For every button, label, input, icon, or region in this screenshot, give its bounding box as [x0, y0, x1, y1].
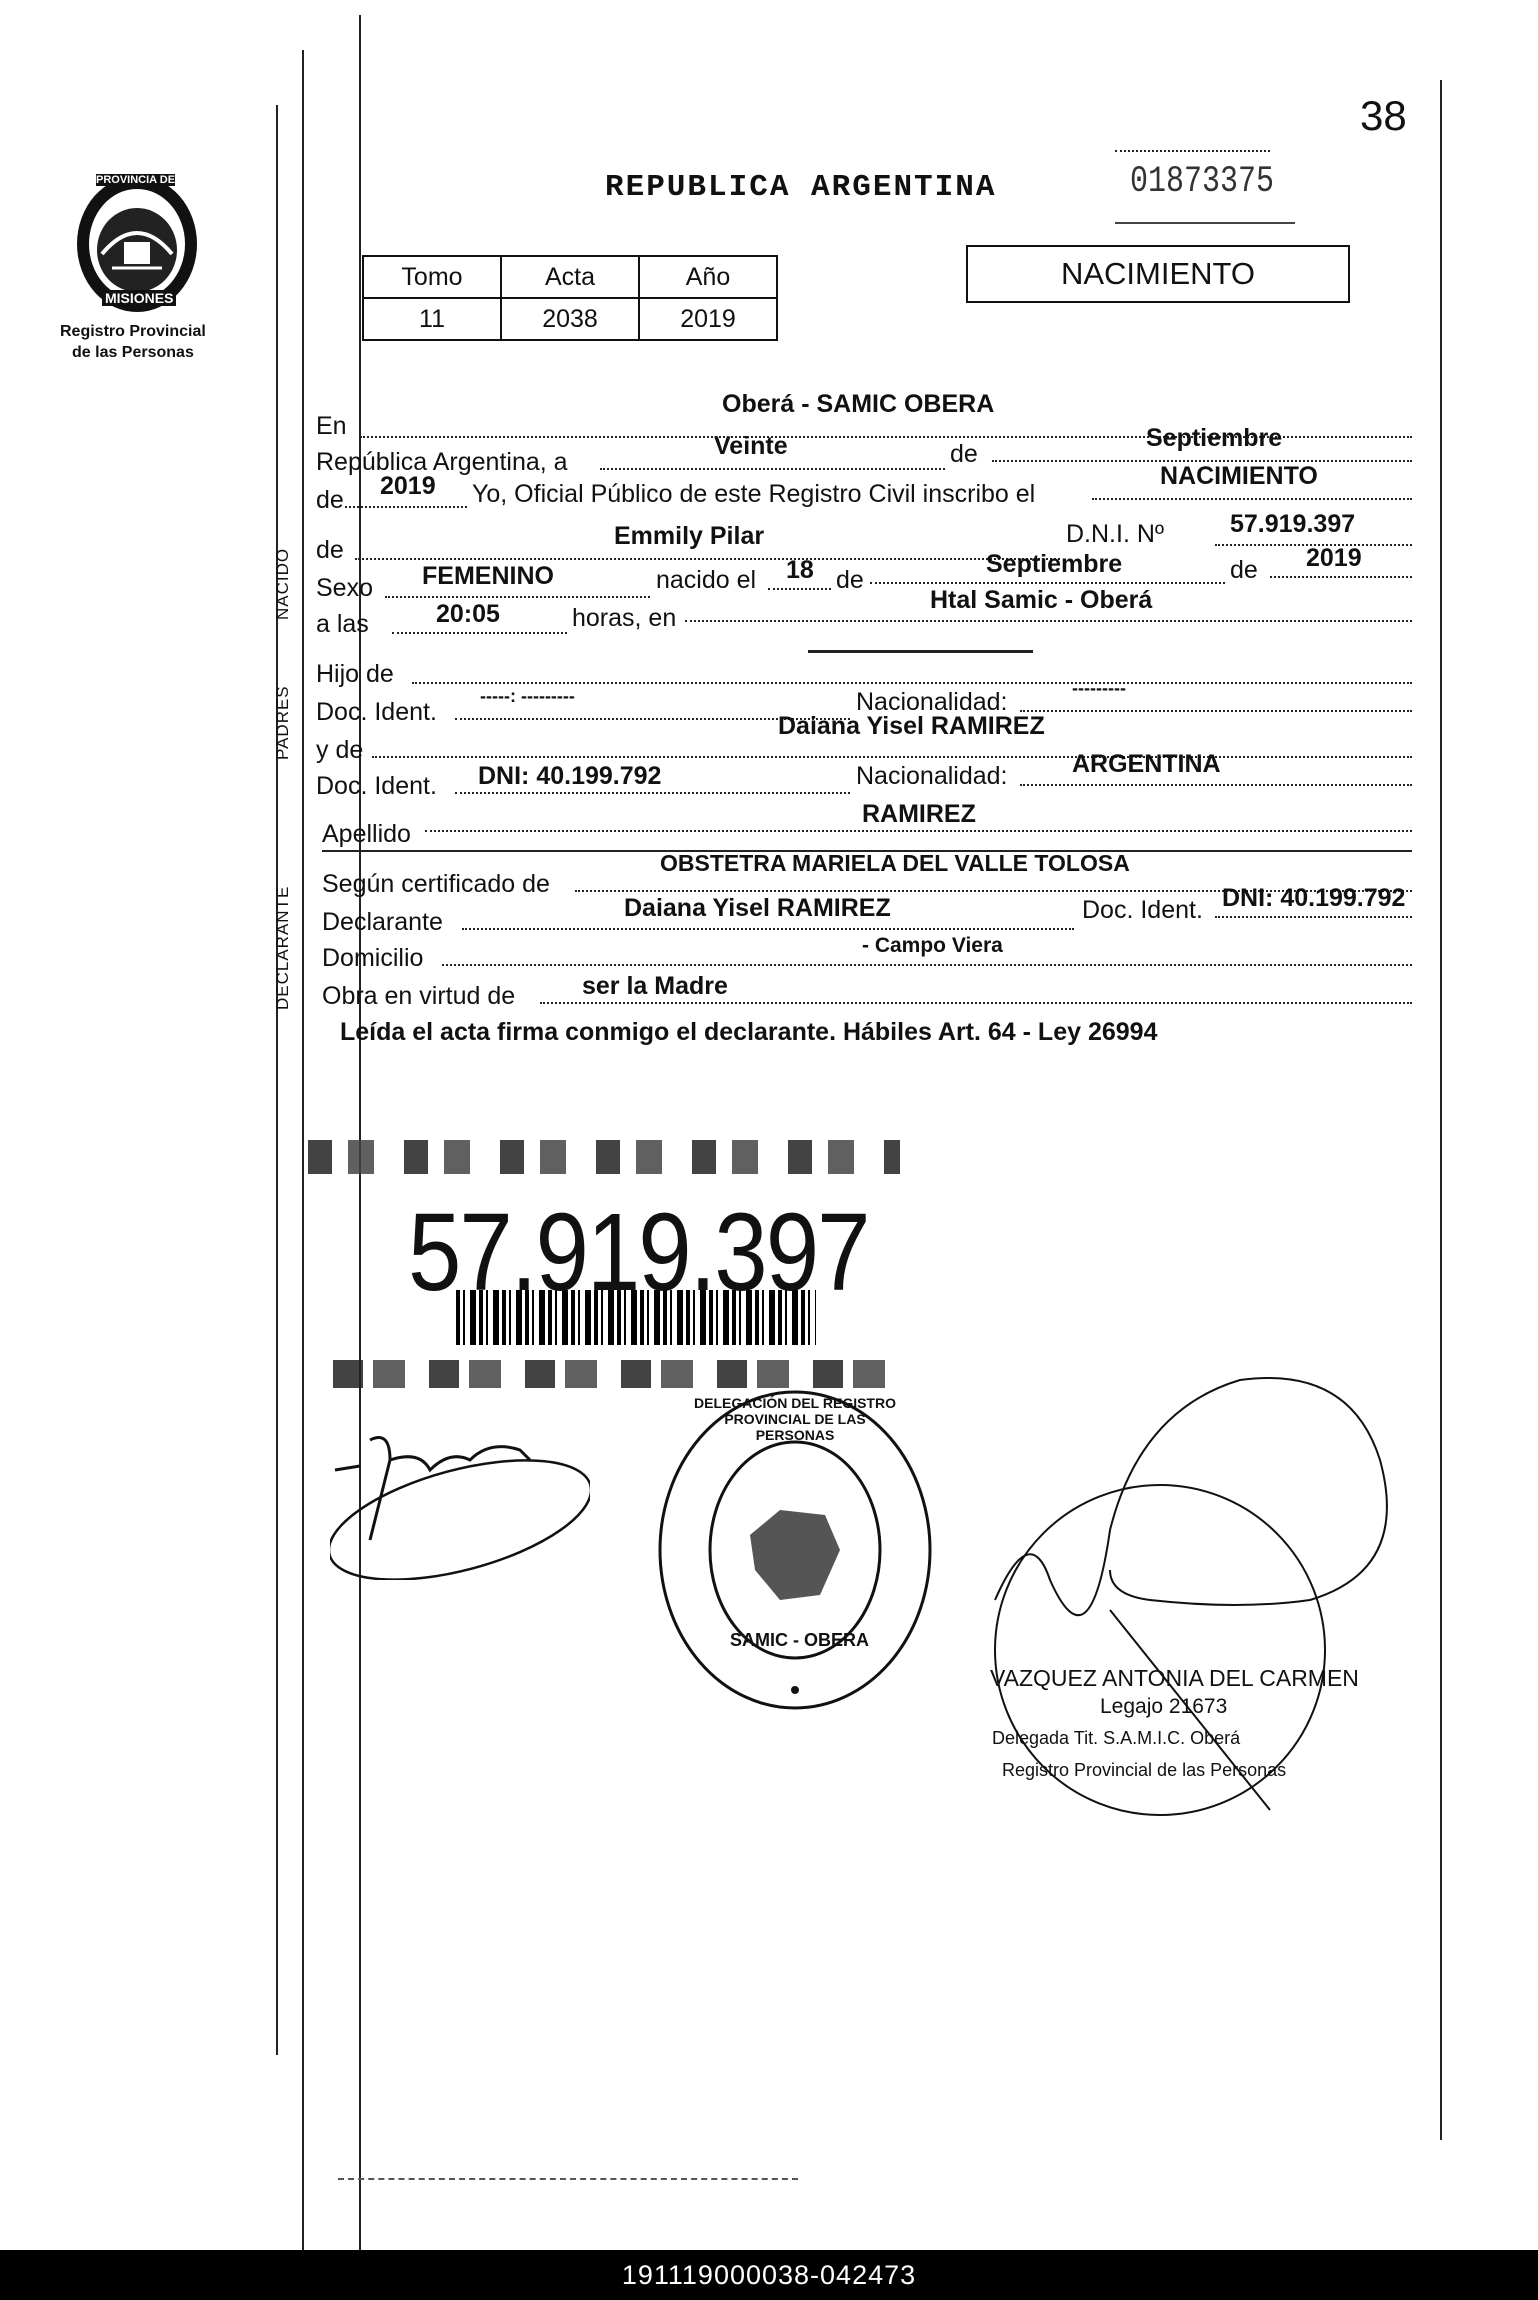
- province-logo: [72, 172, 202, 322]
- record-table: [362, 255, 778, 341]
- page-number: 38: [1360, 92, 1407, 139]
- label-segun-certificado: Según certificado de: [322, 870, 550, 898]
- dni-value: 57.919.397: [1230, 510, 1356, 538]
- dots-hijo-de: [412, 682, 1412, 684]
- father-doc-value: -----: ---------: [480, 686, 575, 706]
- dots-mother: [372, 756, 1412, 758]
- time-value: 20:05: [436, 600, 500, 628]
- header-tomo: Tomo: [363, 256, 501, 298]
- dots-day: [600, 468, 945, 470]
- dots-hospital: [685, 620, 1412, 622]
- label-apellido: Apellido: [322, 820, 411, 848]
- label-nacionalidad-2: Nacionalidad:: [856, 762, 1008, 790]
- label-doc-ident-2: Doc. Ident.: [316, 772, 437, 800]
- serial-number: 01873375: [1130, 160, 1275, 204]
- birth-month-value: Septiembre: [986, 550, 1123, 578]
- dots-sex: [385, 596, 650, 598]
- dots-father-nat: [1020, 710, 1412, 712]
- label-de-name: de: [316, 536, 344, 564]
- certificate-value: OBSTETRA MARIELA DEL VALLE TOLOSA: [660, 850, 1130, 876]
- birth-year-value: 2019: [1306, 544, 1362, 572]
- redaction-stroke: [808, 650, 1033, 653]
- seal-inner-text: SAMIC - OBERA: [730, 1630, 869, 1650]
- value-tomo: 11: [363, 298, 501, 340]
- label-obra-virtud: Obra en virtud de: [322, 982, 516, 1010]
- father-nat-value: ---------: [1072, 678, 1126, 698]
- official-role: Delegada Tit. S.A.M.I.C. Oberá: [992, 1728, 1241, 1748]
- sticker-top-pattern: [308, 1140, 900, 1174]
- label-de-month: de: [950, 440, 978, 468]
- label-declarante: Declarante: [322, 908, 443, 936]
- label-de-birth-month: de: [836, 566, 864, 594]
- birth-day-value: 18: [786, 556, 814, 584]
- declarant-signature: [330, 1420, 590, 1585]
- day-value: Veinte: [714, 432, 788, 460]
- name-value: Emmily Pilar: [614, 522, 765, 550]
- dots-year: [345, 506, 467, 508]
- side-label-nacido: NACIDO: [273, 547, 292, 620]
- dots-surname: [425, 830, 1412, 832]
- label-doc-ident-3: Doc. Ident.: [1082, 896, 1203, 924]
- dots-capacity: [540, 1002, 1412, 1004]
- country-title: REPUBLICA ARGENTINA: [605, 170, 997, 205]
- official-seal: [650, 1385, 940, 1715]
- sticker-bottom-pattern: [333, 1360, 900, 1388]
- label-de-birth-year: de: [1230, 556, 1258, 584]
- dots-birth-day: [768, 588, 831, 590]
- dots-mother-doc: [455, 792, 850, 794]
- label-hijo-de: Hijo de: [316, 660, 394, 688]
- header-acta: Acta: [501, 256, 639, 298]
- top-tick: [359, 15, 361, 35]
- sex-value: FEMENINO: [422, 562, 554, 590]
- label-sexo: Sexo: [316, 574, 373, 602]
- dots-act: [1092, 498, 1412, 500]
- label-en: En: [316, 412, 347, 440]
- label-horas-en: horas, en: [572, 604, 677, 632]
- side-label-padres: PADRES: [273, 685, 292, 760]
- dots-address: [442, 964, 1412, 966]
- logo-text-top: PROVINCIA DE: [96, 174, 176, 186]
- dni-sticker-number: 57.919.397: [408, 1191, 869, 1315]
- dots-birth-year: [1270, 576, 1412, 578]
- serial-top-dots: [1115, 150, 1270, 152]
- label-yo-oficial: Yo, Oficial Público de este Registro Civil inscribo el: [472, 480, 1036, 508]
- mother-doc-value: DNI: 40.199.792: [478, 762, 662, 790]
- official-office: Registro Provincial de las Personas: [1002, 1760, 1287, 1780]
- act-value: NACIMIENTO: [1160, 462, 1318, 490]
- mother-nat-value: ARGENTINA: [1072, 750, 1221, 778]
- header-anio: Año: [639, 256, 777, 298]
- label-nacionalidad: Nacionalidad:: [856, 688, 1008, 716]
- label-y-de: y de: [316, 736, 364, 764]
- dots-name: [355, 558, 1060, 560]
- logo-caption-line1: Registro Provincial: [60, 323, 206, 340]
- official-legajo: Legajo 21673: [1100, 1695, 1228, 1718]
- official-signature: [990, 1370, 1410, 1855]
- label-domicilio: Domicilio: [322, 944, 424, 972]
- bottom-faint-line: [338, 2178, 798, 2180]
- side-label-declarante: DECLARANTE: [273, 885, 292, 1010]
- value-anio: 2019: [639, 298, 777, 340]
- official-name: VAZQUEZ ANTONIA DEL CARMEN: [990, 1665, 1359, 1691]
- logo-caption-line2: de las Personas: [72, 344, 194, 361]
- right-margin-line: [1440, 80, 1442, 2140]
- label-doc-ident: Doc. Ident.: [316, 698, 437, 726]
- record-type-box: NACIMIENTO: [966, 245, 1350, 303]
- logo-text-bottom: MISIONES: [102, 290, 176, 306]
- serial-underline: [1115, 222, 1295, 224]
- label-dni: D.N.I. Nº: [1066, 520, 1165, 548]
- month-value: Septiembre: [1146, 424, 1283, 452]
- declarant-doc-value: DNI: 40.199.792: [1222, 884, 1406, 912]
- seal-outer-text: DELEGACIÓN DEL REGISTRO PROVINCIAL DE LAS PERSONAS: [694, 1395, 896, 1443]
- outer-left-line: [302, 50, 304, 2250]
- value-acta: 2038: [501, 298, 639, 340]
- dots-time: [392, 632, 567, 634]
- declarant-value: Daiana Yisel RAMIREZ: [624, 894, 891, 922]
- footer-code: 191119000038-042473: [0, 2250, 1538, 2300]
- place-value: Oberá - SAMIC OBERA: [722, 390, 995, 418]
- surname-value: RAMIREZ: [862, 800, 976, 828]
- dots-birth-month: [870, 582, 1225, 584]
- hospital-value: Htal Samic - Oberá: [930, 586, 1153, 614]
- label-republica: República Argentina, a: [316, 448, 568, 476]
- closing-statement: Leída el acta firma conmigo el declarante. Hábiles Art. 64 - Ley 26994: [340, 1018, 1158, 1046]
- capacity-value: ser la Madre: [582, 972, 728, 1000]
- label-a-las: a las: [316, 610, 369, 638]
- year-value: 2019: [380, 472, 436, 500]
- mother-value: Daiana Yisel RAMIREZ: [778, 712, 1045, 740]
- address-value: - Campo Viera: [862, 934, 1003, 957]
- dots-mother-nat: [1020, 784, 1412, 786]
- dots-declarant-doc: [1215, 916, 1412, 918]
- dots-declarant: [462, 928, 1074, 930]
- label-nacido-el: nacido el: [656, 566, 757, 594]
- label-de-year: de: [316, 486, 344, 514]
- side-column-line: [276, 105, 278, 2055]
